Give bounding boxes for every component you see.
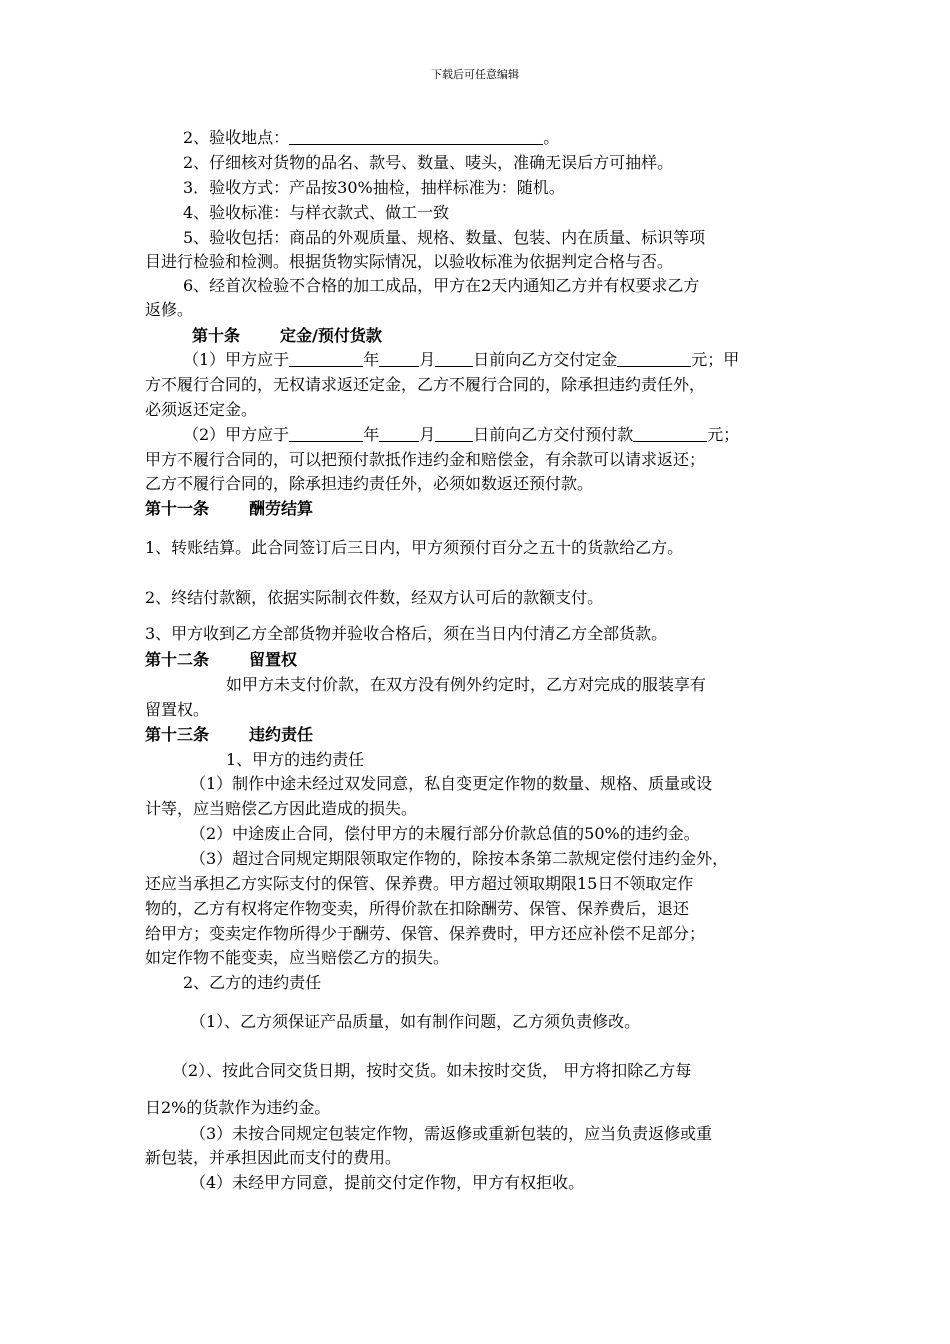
p2-amount-blank — [633, 426, 707, 442]
acceptance-fail-line1: 6、经首次检验不合格的加工成品，甲方在2天内通知乙方并有权要求乙方 — [183, 276, 700, 295]
party-a-item3-line5: 如定作物不能变卖，应当赔偿乙方的损失。 — [145, 948, 450, 967]
article-10-title: 定金/预付货款 — [280, 326, 382, 345]
acceptance-method: 3．验收方式：产品按30%抽检，抽样标准为：随机。 — [183, 178, 565, 197]
acceptance-place — [183, 128, 559, 148]
party-b-item3-line1: （3）未按合同规定包装定作物，需返修或重新包装的，应当负责返修或重 — [190, 1124, 713, 1143]
party-a-item2: （2）中途废止合同，偿付甲方的未履行部分价款总值的50%的违约金。 — [190, 824, 700, 843]
article-11-heading — [145, 499, 313, 519]
p1-amount-blank — [617, 351, 691, 367]
article-11-item1: 1、转账结算。此合同签订后三日内，甲方须预付百分之五十的货款给乙方。 — [145, 538, 684, 557]
p2-text-c: 月 — [419, 425, 436, 444]
article-10-p2-line2: 甲方不履行合同的，可以把预付款抵作违约金和赔偿金，有余款可以请求返还； — [145, 450, 706, 469]
acceptance-fail-line2: 返修。 — [145, 300, 194, 319]
acceptance-place-suffix: 。 — [543, 128, 560, 147]
p1-text-a: （1）甲方应于 — [183, 350, 290, 369]
acceptance-content-line1: 5、验收包括：商品的外观质量、规格、数量、包装、内在质量、标识等项 — [183, 228, 706, 247]
p1-text-d: 日前向乙方交付定金 — [473, 350, 618, 369]
party-b-item1: （1）、乙方须保证产品质量，如有制作问题，乙方须负责修改。 — [190, 1012, 641, 1031]
party-a-item1-line1: （1）制作中途未经过双发同意，私自变更定作物的数量、规格、质量或设 — [190, 774, 713, 793]
article-10-p1-line2: 方不履行合同的，无权请求返还定金，乙方不履行合同的，除承担违约责任外， — [145, 375, 706, 394]
article-10-number: 第十条 — [192, 326, 241, 345]
article-10-p2-line3: 乙方不履行合同的，除承担违约责任外，必须如数返还预付款。 — [145, 474, 594, 493]
acceptance-content-line2: 目进行检验和检测。根据货物实际情况，以验收标准为依据判定合格与否。 — [145, 252, 674, 271]
page-header: 下载后可任意编辑 — [431, 68, 519, 81]
article-12-title: 留置权 — [249, 650, 298, 669]
article-12-heading — [145, 650, 297, 670]
party-a-liability-heading: 1、甲方的违约责任 — [226, 750, 365, 769]
party-b-item3-line2: 新包装，并承担因此而支付的费用。 — [145, 1148, 402, 1167]
article-11-item3: 3、甲方收到乙方全部货物并验收合格后，须在当日内付清乙方全部货款。 — [145, 624, 668, 643]
article-10-p1-line3: 必须返还定金。 — [145, 400, 258, 419]
p2-text-b: 年 — [363, 425, 380, 444]
party-b-item2-line2: 日2%的货款作为违约金。 — [145, 1098, 331, 1117]
article-12-number: 第十二条 — [145, 650, 210, 669]
article-11-title: 酬劳结算 — [249, 499, 314, 518]
party-a-item1-line2: 计等，应当赔偿乙方因此造成的损失。 — [145, 799, 418, 818]
party-b-item2-line1: （2）、按此合同交货日期，按时交货。如未按时交货， 甲方将扣除乙方每 — [172, 1061, 692, 1080]
article-11-item2: 2、终结付款额，依据实际制衣件数，经双方认可后的款额支付。 — [145, 588, 604, 607]
article-10-p2-line1 — [183, 425, 739, 445]
article-13-heading — [145, 725, 313, 745]
acceptance-standard: 4、验收标准：与样衣款式、做工一致 — [183, 203, 450, 222]
acceptance-place-label: 2、验收地点： — [183, 128, 290, 147]
p1-text-e: 元；甲 — [691, 350, 740, 369]
p2-year-blank — [289, 426, 363, 442]
p1-month-blank — [379, 351, 419, 367]
article-13-number: 第十三条 — [145, 725, 210, 744]
party-a-item3-line1: （3）超过合同规定期限领取定作物的，除按本条第二款规定偿付违约金外， — [190, 849, 729, 868]
p2-text-e: 元； — [707, 425, 740, 444]
p1-year-blank — [289, 351, 363, 367]
acceptance-place-blank — [289, 129, 543, 145]
article-13-title: 违约责任 — [249, 725, 314, 744]
party-a-item3-line4: 给甲方；变卖定作物所得少于酬劳、保管、保养费时，甲方还应补偿不足部分； — [145, 924, 706, 943]
party-b-liability-heading: 2、乙方的违约责任 — [183, 973, 322, 992]
party-a-item3-line3: 物的，乙方有权将定作物变卖，所得价款在扣除酬劳、保管、保养费后，退还 — [145, 899, 690, 918]
party-b-item4: （4）未经甲方同意，提前交付定作物，甲方有权拒收。 — [190, 1173, 585, 1192]
article-10-heading — [192, 326, 382, 346]
party-a-item3-line2: 还应当承担乙方实际支付的保管、保养费。甲方超过领取期限15日不领取定作 — [145, 874, 694, 893]
article-10-p1-line1 — [183, 350, 739, 370]
article-11-number: 第十一条 — [145, 499, 210, 518]
p1-text-b: 年 — [363, 350, 380, 369]
p1-text-c: 月 — [419, 350, 436, 369]
p2-text-d: 日前向乙方交付预付款 — [473, 425, 634, 444]
p2-day-blank — [435, 426, 473, 442]
article-12-text-line1: 如甲方未支付价款，在双方没有例外约定时，乙方对完成的服装享有 — [226, 675, 707, 694]
p1-day-blank — [435, 351, 473, 367]
p2-text-a: （2）甲方应于 — [183, 425, 290, 444]
article-12-text-line2: 留置权。 — [145, 700, 210, 719]
p2-month-blank — [379, 426, 419, 442]
acceptance-check: 2、仔细核对货物的品名、款号、数量、唛头，准确无误后方可抽样。 — [183, 153, 674, 172]
